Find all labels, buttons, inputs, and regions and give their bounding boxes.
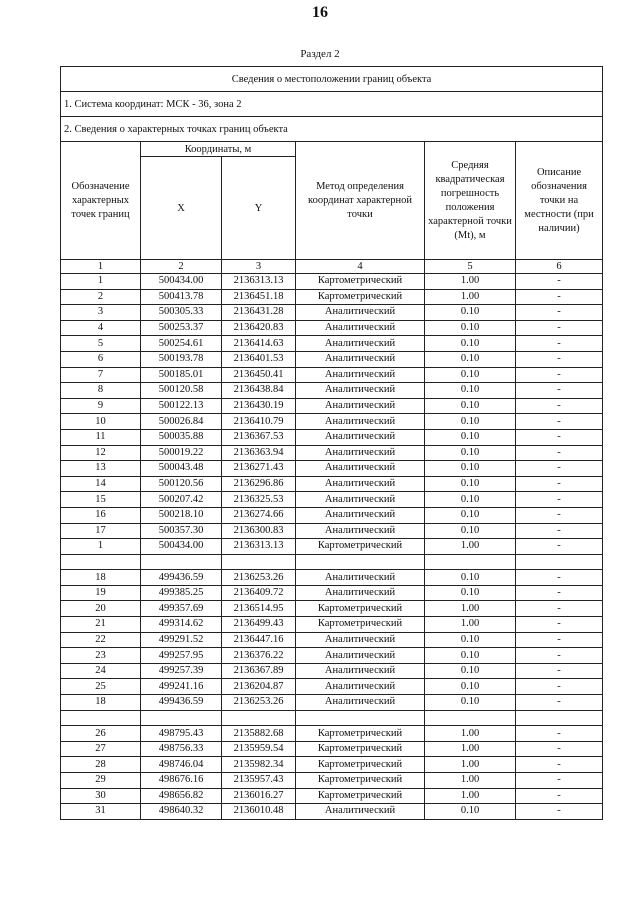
coord-x: 499357.69 <box>141 601 222 617</box>
method: Аналитический <box>296 461 425 477</box>
table-row <box>61 445 603 461</box>
error: 0.10 <box>425 804 516 820</box>
table-row <box>61 523 603 539</box>
method: Аналитический <box>296 632 425 648</box>
method: Аналитический <box>296 398 425 414</box>
description: - <box>516 289 603 305</box>
coord-y: 2136414.63 <box>222 336 296 352</box>
table-row <box>61 726 603 742</box>
points-heading-row <box>61 117 603 142</box>
section-title: Раздел 2 <box>300 48 340 60</box>
error: 1.00 <box>425 539 516 555</box>
point-number: 24 <box>61 663 141 679</box>
empty-cell <box>516 554 603 570</box>
method: Аналитический <box>296 648 425 664</box>
error: 1.00 <box>425 726 516 742</box>
coord-x: 500185.01 <box>141 367 222 383</box>
point-number: 31 <box>61 804 141 820</box>
empty-cell <box>222 554 296 570</box>
coord-y: 2136271.43 <box>222 461 296 477</box>
table-title-row <box>61 67 603 92</box>
point-number: 16 <box>61 507 141 523</box>
description: - <box>516 663 603 679</box>
error: 0.10 <box>425 663 516 679</box>
table-row <box>61 367 603 383</box>
coord-y: 2136420.83 <box>222 320 296 336</box>
method: Аналитический <box>296 679 425 695</box>
separator-row <box>61 554 603 570</box>
description: - <box>516 320 603 336</box>
coord-x: 499291.52 <box>141 632 222 648</box>
coord-y: 2136313.13 <box>222 274 296 290</box>
coord-x: 500019.22 <box>141 445 222 461</box>
method: Аналитический <box>296 476 425 492</box>
coord-x: 500357.30 <box>141 523 222 539</box>
table-row <box>61 398 603 414</box>
table-row <box>61 648 603 664</box>
point-number: 1 <box>61 274 141 290</box>
column-number: 3 <box>222 260 296 274</box>
error: 0.10 <box>425 507 516 523</box>
coord-y: 2136300.83 <box>222 523 296 539</box>
coord-y: 2136274.66 <box>222 507 296 523</box>
method: Аналитический <box>296 414 425 430</box>
header-coordinates: Координаты, м <box>141 142 296 157</box>
error: 0.10 <box>425 445 516 461</box>
table-row <box>61 804 603 820</box>
table-row <box>61 383 603 399</box>
error: 1.00 <box>425 289 516 305</box>
empty-cell <box>425 554 516 570</box>
description: - <box>516 367 603 383</box>
description: - <box>516 539 603 555</box>
method: Картометрический <box>296 617 425 633</box>
table-row <box>61 492 603 508</box>
empty-cell <box>516 710 603 726</box>
error: 0.10 <box>425 351 516 367</box>
method: Аналитический <box>296 445 425 461</box>
point-number: 27 <box>61 741 141 757</box>
table-row <box>61 788 603 804</box>
coord-x: 499436.59 <box>141 695 222 711</box>
coord-x: 500026.84 <box>141 414 222 430</box>
table-row <box>61 663 603 679</box>
point-number: 29 <box>61 773 141 789</box>
description: - <box>516 305 603 321</box>
table-row <box>61 570 603 586</box>
column-number: 4 <box>296 260 425 274</box>
point-number: 2 <box>61 289 141 305</box>
description: - <box>516 632 603 648</box>
table-row <box>61 757 603 773</box>
method: Картометрический <box>296 726 425 742</box>
coord-x: 500434.00 <box>141 274 222 290</box>
error: 1.00 <box>425 617 516 633</box>
method: Аналитический <box>296 351 425 367</box>
description: - <box>516 773 603 789</box>
point-number: 3 <box>61 305 141 321</box>
point-number: 30 <box>61 788 141 804</box>
description: - <box>516 476 603 492</box>
table-row <box>61 414 603 430</box>
method: Аналитический <box>296 523 425 539</box>
point-number: 18 <box>61 570 141 586</box>
error: 0.10 <box>425 476 516 492</box>
error: 0.10 <box>425 429 516 445</box>
page-number: 16 <box>312 4 328 21</box>
coord-x: 500120.58 <box>141 383 222 399</box>
table-row <box>61 336 603 352</box>
coord-x: 500193.78 <box>141 351 222 367</box>
method: Аналитический <box>296 320 425 336</box>
coord-y: 2136514.95 <box>222 601 296 617</box>
coord-y: 2136447.16 <box>222 632 296 648</box>
error: 0.10 <box>425 398 516 414</box>
method: Картометрический <box>296 788 425 804</box>
coord-x: 500254.61 <box>141 336 222 352</box>
point-number: 23 <box>61 648 141 664</box>
method: Аналитический <box>296 663 425 679</box>
point-number: 4 <box>61 320 141 336</box>
method: Картометрический <box>296 601 425 617</box>
description: - <box>516 585 603 601</box>
coord-x: 498795.43 <box>141 726 222 742</box>
coord-x: 499257.95 <box>141 648 222 664</box>
table-row <box>61 539 603 555</box>
error: 0.10 <box>425 492 516 508</box>
error: 1.00 <box>425 773 516 789</box>
coord-y: 2136410.79 <box>222 414 296 430</box>
error: 1.00 <box>425 741 516 757</box>
coord-y: 2135959.54 <box>222 741 296 757</box>
table-row <box>61 289 603 305</box>
empty-cell <box>141 710 222 726</box>
coord-y: 2136376.22 <box>222 648 296 664</box>
coord-x: 500035.88 <box>141 429 222 445</box>
method: Аналитический <box>296 585 425 601</box>
point-number: 25 <box>61 679 141 695</box>
header-description: Описание обозначения точки на местности (при наличии) <box>516 142 603 260</box>
description: - <box>516 383 603 399</box>
error: 0.10 <box>425 414 516 430</box>
coord-x: 500434.00 <box>141 539 222 555</box>
error: 0.10 <box>425 305 516 321</box>
coord-y: 2136367.53 <box>222 429 296 445</box>
table-row <box>61 320 603 336</box>
header-row-top <box>61 142 603 157</box>
point-number: 21 <box>61 617 141 633</box>
description: - <box>516 398 603 414</box>
coord-y: 2136204.87 <box>222 679 296 695</box>
point-number: 15 <box>61 492 141 508</box>
method: Аналитический <box>296 492 425 508</box>
coord-x: 498746.04 <box>141 757 222 773</box>
description: - <box>516 351 603 367</box>
description: - <box>516 679 603 695</box>
point-number: 8 <box>61 383 141 399</box>
description: - <box>516 648 603 664</box>
column-number: 5 <box>425 260 516 274</box>
empty-cell <box>296 710 425 726</box>
coord-x: 500305.33 <box>141 305 222 321</box>
method: Аналитический <box>296 804 425 820</box>
error: 0.10 <box>425 336 516 352</box>
point-number: 19 <box>61 585 141 601</box>
column-number-row <box>61 260 603 274</box>
description: - <box>516 274 603 290</box>
coord-system-row <box>61 92 603 117</box>
point-number: 5 <box>61 336 141 352</box>
coord-y: 2136325.53 <box>222 492 296 508</box>
method: Аналитический <box>296 695 425 711</box>
method: Картометрический <box>296 539 425 555</box>
error: 1.00 <box>425 788 516 804</box>
coord-y: 2136431.28 <box>222 305 296 321</box>
error: 0.10 <box>425 648 516 664</box>
description: - <box>516 741 603 757</box>
point-number: 14 <box>61 476 141 492</box>
empty-cell <box>61 710 141 726</box>
coord-x: 500207.42 <box>141 492 222 508</box>
coord-x: 499241.16 <box>141 679 222 695</box>
coord-y: 2136499.43 <box>222 617 296 633</box>
table-row <box>61 741 603 757</box>
error: 0.10 <box>425 632 516 648</box>
method: Аналитический <box>296 570 425 586</box>
error: 0.10 <box>425 461 516 477</box>
point-number: 11 <box>61 429 141 445</box>
empty-cell <box>425 710 516 726</box>
description: - <box>516 445 603 461</box>
method: Аналитический <box>296 507 425 523</box>
point-number: 1 <box>61 539 141 555</box>
coord-y: 2136363.94 <box>222 445 296 461</box>
point-number: 22 <box>61 632 141 648</box>
column-number: 6 <box>516 260 603 274</box>
error: 0.10 <box>425 523 516 539</box>
coord-y: 2136451.18 <box>222 289 296 305</box>
point-number: 26 <box>61 726 141 742</box>
table-row <box>61 601 603 617</box>
error: 1.00 <box>425 274 516 290</box>
table-row <box>61 476 603 492</box>
error: 0.10 <box>425 320 516 336</box>
method: Картометрический <box>296 289 425 305</box>
coord-x: 499385.25 <box>141 585 222 601</box>
coord-y: 2136010.48 <box>222 804 296 820</box>
description: - <box>516 695 603 711</box>
empty-cell <box>296 554 425 570</box>
method: Картометрический <box>296 741 425 757</box>
description: - <box>516 601 603 617</box>
coord-y: 2136409.72 <box>222 585 296 601</box>
coord-y: 2136367.89 <box>222 663 296 679</box>
coord-x: 498756.33 <box>141 741 222 757</box>
table-row <box>61 507 603 523</box>
coord-y: 2136296.86 <box>222 476 296 492</box>
point-number: 13 <box>61 461 141 477</box>
coord-x: 500218.10 <box>141 507 222 523</box>
method: Аналитический <box>296 383 425 399</box>
coord-y: 2135882.68 <box>222 726 296 742</box>
coord-x: 500413.78 <box>141 289 222 305</box>
column-number: 1 <box>61 260 141 274</box>
point-number: 18 <box>61 695 141 711</box>
error: 0.10 <box>425 367 516 383</box>
boundary-points-table <box>60 66 603 820</box>
empty-cell <box>141 554 222 570</box>
point-number: 20 <box>61 601 141 617</box>
table-title: Сведения о местоположении границ объекта <box>61 67 603 92</box>
point-number: 9 <box>61 398 141 414</box>
coord-y: 2135957.43 <box>222 773 296 789</box>
table-row <box>61 585 603 601</box>
coord-y: 2136253.26 <box>222 570 296 586</box>
table-row <box>61 305 603 321</box>
table-row <box>61 679 603 695</box>
description: - <box>516 788 603 804</box>
header-point-designation: Обозначение характерных точек границ <box>61 142 141 260</box>
coord-x: 498656.82 <box>141 788 222 804</box>
coord-y: 2136313.13 <box>222 539 296 555</box>
table-row <box>61 461 603 477</box>
table-row <box>61 429 603 445</box>
method: Картометрический <box>296 757 425 773</box>
coord-y: 2136430.19 <box>222 398 296 414</box>
method: Аналитический <box>296 305 425 321</box>
table-row <box>61 617 603 633</box>
header-x: X <box>141 157 222 260</box>
point-number: 10 <box>61 414 141 430</box>
description: - <box>516 492 603 508</box>
table-row <box>61 632 603 648</box>
method: Картометрический <box>296 773 425 789</box>
error: 1.00 <box>425 757 516 773</box>
separator-row <box>61 710 603 726</box>
coord-x: 500043.48 <box>141 461 222 477</box>
description: - <box>516 429 603 445</box>
error: 0.10 <box>425 585 516 601</box>
points-heading: 2. Сведения о характерных точках границ объекта <box>61 117 603 142</box>
coord-x: 499257.39 <box>141 663 222 679</box>
error: 0.10 <box>425 383 516 399</box>
method: Аналитический <box>296 336 425 352</box>
header-method: Метод определения координат характерной точки <box>296 142 425 260</box>
coord-x: 499436.59 <box>141 570 222 586</box>
coord-x: 499314.62 <box>141 617 222 633</box>
coord-x: 498676.16 <box>141 773 222 789</box>
error: 0.10 <box>425 679 516 695</box>
point-number: 7 <box>61 367 141 383</box>
description: - <box>516 726 603 742</box>
coord-y: 2136016.27 <box>222 788 296 804</box>
description: - <box>516 757 603 773</box>
description: - <box>516 507 603 523</box>
column-number: 2 <box>141 260 222 274</box>
description: - <box>516 804 603 820</box>
coord-y: 2136401.53 <box>222 351 296 367</box>
description: - <box>516 617 603 633</box>
method: Аналитический <box>296 367 425 383</box>
coord-y: 2136253.26 <box>222 695 296 711</box>
header-error: Средняя квадратическая погрешность положения характерной точки (Mt), м <box>425 142 516 260</box>
coord-y: 2136450.41 <box>222 367 296 383</box>
point-number: 28 <box>61 757 141 773</box>
description: - <box>516 523 603 539</box>
point-number: 17 <box>61 523 141 539</box>
header-y: Y <box>222 157 296 260</box>
coord-x: 500122.13 <box>141 398 222 414</box>
empty-cell <box>61 554 141 570</box>
empty-cell <box>222 710 296 726</box>
method: Картометрический <box>296 274 425 290</box>
table-row <box>61 773 603 789</box>
point-number: 12 <box>61 445 141 461</box>
coord-x: 500120.56 <box>141 476 222 492</box>
description: - <box>516 414 603 430</box>
coord-system: 1. Система координат: МСК - 36, зона 2 <box>61 92 603 117</box>
coord-x: 498640.32 <box>141 804 222 820</box>
table-row <box>61 274 603 290</box>
table-row <box>61 695 603 711</box>
point-number: 6 <box>61 351 141 367</box>
method: Аналитический <box>296 429 425 445</box>
coord-x: 500253.37 <box>141 320 222 336</box>
error: 0.10 <box>425 695 516 711</box>
error: 0.10 <box>425 570 516 586</box>
coord-y: 2136438.84 <box>222 383 296 399</box>
table-row <box>61 351 603 367</box>
description: - <box>516 461 603 477</box>
description: - <box>516 570 603 586</box>
coord-y: 2135982.34 <box>222 757 296 773</box>
description: - <box>516 336 603 352</box>
error: 1.00 <box>425 601 516 617</box>
